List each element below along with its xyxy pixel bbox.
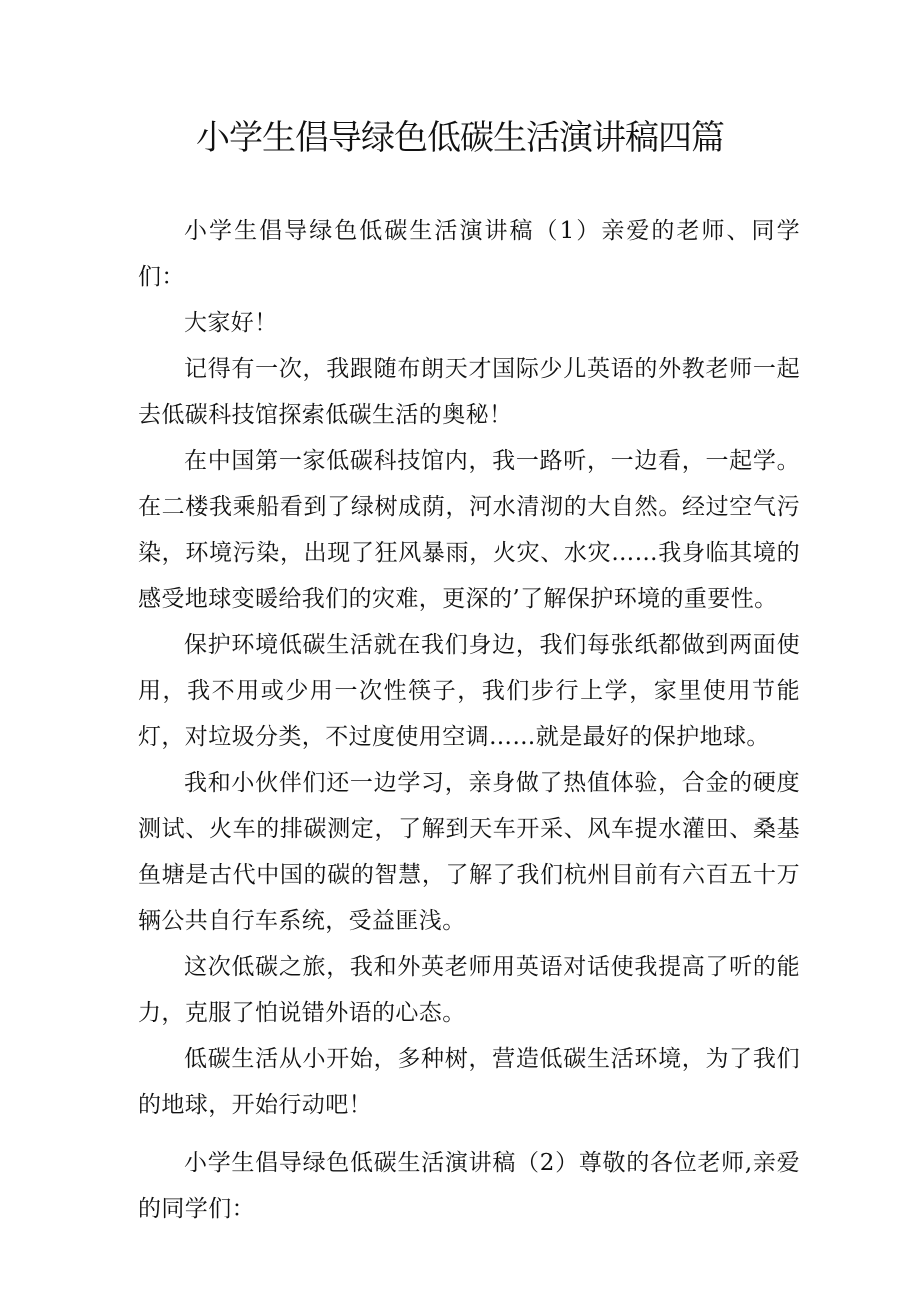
paragraph-trip-summary: 这次低碳之旅，我和外英老师用英语对话使我提高了听的能力，克服了怕说错外语的心态。: [138, 954, 800, 1026]
paragraph-experiments: 我和小伙伴们还一边学习，亲身做了热值体验，合金的硬度测试、火车的排碳测定，了解到天车开采、风车提水灌田、桑基鱼塘是古代中国的碳的智慧，了解了我们杭州目前有六百五十万辆公共自行车系统，受益匪浅。: [138, 770, 800, 934]
paragraph-speech-1-heading: 小学生倡导绿色低碳生活演讲稿（1）亲爱的老师、同学们：: [138, 218, 800, 290]
paragraph-memory: 记得有一次，我跟随布朗天才国际少儿英语的外教老师一起去低碳科技馆探索低碳生活的奥秘！: [138, 356, 800, 428]
paragraph-call-to-action: 低碳生活从小开始，多种树，营造低碳生活环境，为了我们的地球，开始行动吧！: [138, 1046, 800, 1118]
paragraph-greeting: 大家好！: [184, 310, 278, 336]
paragraph-speech-2-heading: 小学生倡导绿色低碳生活演讲稿（2）尊敬的各位老师,亲爱的同学们：: [138, 1150, 800, 1222]
document-title: 小学生倡导绿色低碳生活演讲稿四篇: [196, 118, 724, 158]
document-body: [138, 208, 800, 1232]
paragraph-museum: 在中国第一家低碳科技馆内，我一路听，一边看，一起学。在二楼我乘船看到了绿树成荫，河水清沏的大自然。经过空气污染，环境污染，出现了狂风暴雨，火灾、水灾……我身临其境的感受地球变暖给我们的灾难，更深的’了解保护环境的重要性。: [138, 448, 800, 612]
paragraph-protect-environment: 保护环境低碳生活就在我们身边，我们每张纸都做到两面使用，我不用或少用一次性筷子，我们步行上学，家里使用节能灯，对垃圾分类，不过度使用空调……就是最好的保护地球。: [138, 632, 800, 750]
